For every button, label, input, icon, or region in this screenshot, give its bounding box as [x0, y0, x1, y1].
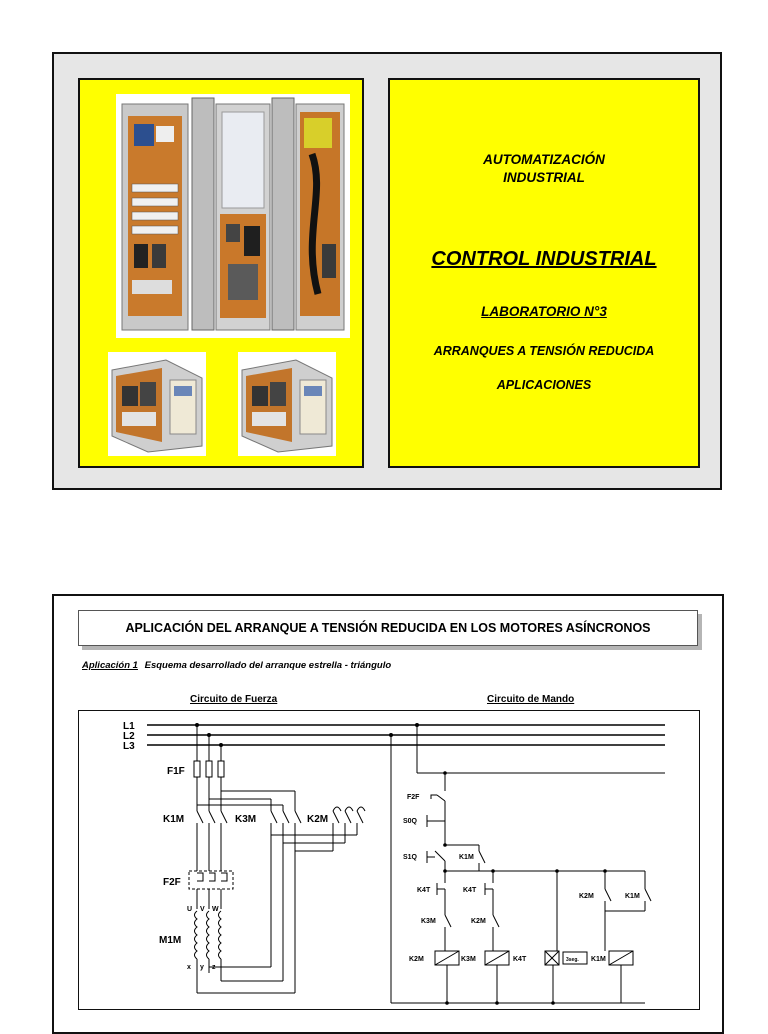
- coil-label-k3m: K3M: [461, 956, 476, 963]
- terminal-u: U: [187, 906, 193, 913]
- heading-line-2: INDUSTRIAL: [503, 170, 585, 185]
- heading-line-1: AUTOMATIZACIÓN: [483, 152, 605, 167]
- motor-label: M1M: [159, 935, 182, 946]
- ctrl-label-k1m-hold: K1M: [459, 854, 474, 861]
- power-circuit-heading: Circuito de Fuerza: [190, 694, 278, 705]
- control-circuit-heading: Circuito de Mando: [487, 694, 575, 705]
- contactor-label-k1m: K1M: [163, 814, 185, 825]
- course-title: CONTROL INDUSTRIAL: [431, 248, 657, 270]
- photo-panel: [78, 78, 364, 468]
- timer-setting: 3seg.: [566, 957, 579, 963]
- terminal-x: x: [187, 964, 191, 971]
- ctrl-label-k3m: K3M: [421, 918, 436, 925]
- cover-slide: [52, 52, 722, 490]
- power-circuit: [189, 725, 365, 993]
- coil-label-k4t: K4T: [513, 956, 527, 963]
- coil-label-k1m: K1M: [591, 956, 606, 963]
- starter-panel-image: [108, 352, 206, 456]
- line-label-l1: L1: [123, 721, 135, 732]
- ctrl-label-k2m-hold: K2M: [579, 893, 594, 900]
- terminal-z: z: [212, 964, 216, 971]
- application-description: Esquema desarrollado del arranque estrella - triángulo: [144, 660, 392, 671]
- lab-number: LABORATORIO N°3: [481, 304, 607, 319]
- contactor-label-k3m: K3M: [235, 814, 257, 825]
- overload-label: F2F: [163, 877, 181, 888]
- ctrl-label-f2f: F2F: [407, 794, 420, 801]
- ctrl-label-k2m: K2M: [471, 918, 486, 925]
- contactor-label-k2m: K2M: [307, 814, 329, 825]
- ctrl-label-k4t-b: K4T: [463, 887, 477, 894]
- sheet-title: APLICACIÓN DEL ARRANQUE A TENSIÓN REDUCIDA EN LOS MOTORES ASÍNCRONOS: [78, 610, 698, 646]
- terminal-w: W: [212, 906, 219, 913]
- application-label: Aplicación 1: [82, 660, 138, 671]
- starter-panel-image: [238, 352, 336, 456]
- terminal-y: y: [200, 964, 204, 971]
- coil-label-k2m: K2M: [409, 956, 424, 963]
- line-label-l3: L3: [123, 741, 135, 752]
- topic-title: ARRANQUES A TENSIÓN REDUCIDA: [433, 344, 655, 358]
- control-cabinet-image: [116, 94, 350, 338]
- line-label-l2: L2: [123, 731, 135, 742]
- ctrl-label-s0q: S0Q: [403, 818, 418, 825]
- ctrl-label-k4t-a: K4T: [417, 887, 431, 894]
- wiring-diagram: [78, 710, 700, 1010]
- application-caption: [82, 660, 391, 671]
- schematic-slide: [52, 594, 724, 1034]
- title-panel: [388, 78, 700, 468]
- supply-lines: [147, 725, 665, 745]
- ctrl-label-k1m-aux: K1M: [625, 893, 640, 900]
- terminal-v: V: [200, 906, 205, 913]
- fuse-label: F1F: [167, 766, 185, 777]
- control-circuit: [391, 725, 665, 1003]
- ctrl-label-s1q: S1Q: [403, 854, 418, 861]
- section-title: APLICACIONES: [496, 378, 592, 392]
